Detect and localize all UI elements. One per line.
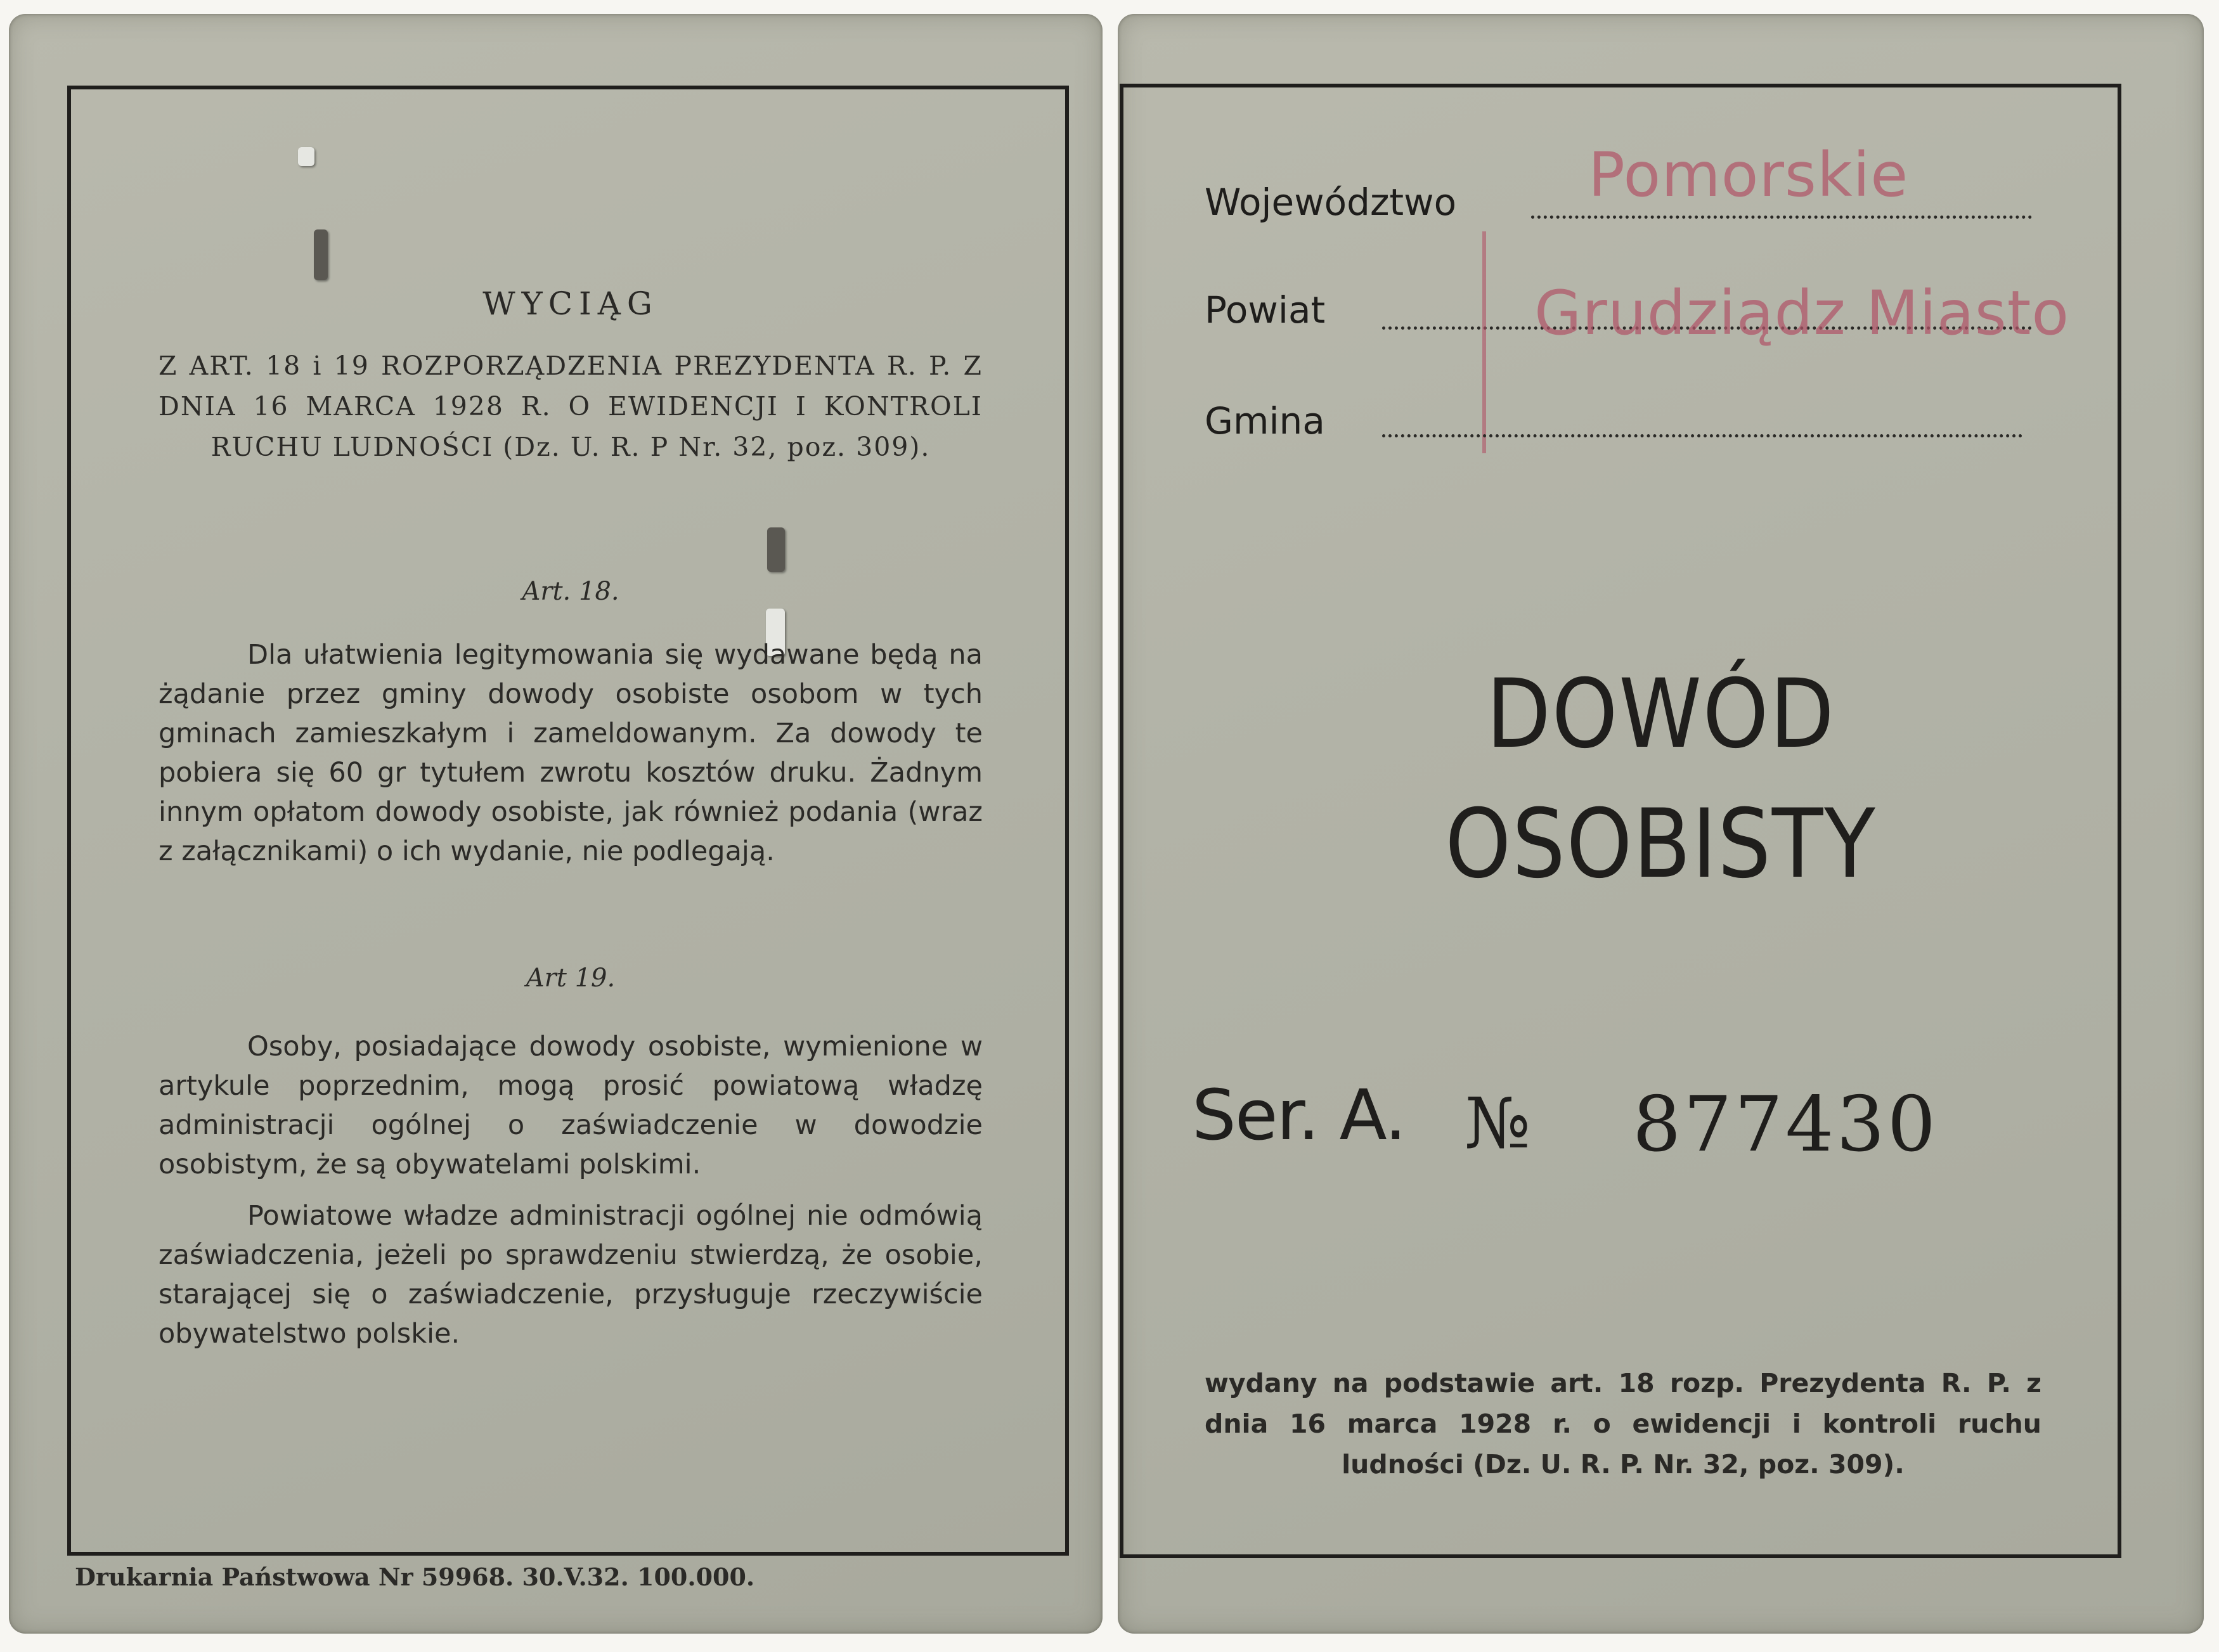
- field-label-voivodeship: Województwo: [1205, 181, 1457, 224]
- issued-basis-text: wydany na podstawie art. 18 rozp. Prezydenta R. P. z dnia 16 marca 1928 r. o ewidencji i kontroli ruchu ludności (Dz. U. R. P. Nr. 32, poz. 309).: [1205, 1368, 2041, 1480]
- number-sign: №: [1465, 1083, 1531, 1164]
- extract-subtitle: Z ART. 18 i 19 ROZPORZĄDZENIA PREZYDENTA R. P. Z DNIA 16 MARCA 1928 R. O EWIDENCJI I KONTROLI RUCHU LUDNOŚCI (Dz. U. R. P Nr. 32, poz. 309).: [158, 351, 983, 462]
- extract-title: WYCIĄG: [482, 285, 659, 322]
- staple-hole: [314, 229, 328, 280]
- document-number: 877430: [1633, 1081, 1939, 1169]
- field-line-municipality: [1382, 434, 2022, 437]
- document-title-line-1: DOWÓD: [1486, 659, 1835, 770]
- stamp-voivodeship: Pomorskie: [1588, 139, 1909, 210]
- article-18-text: Dla ułatwienia legitymowania się wydawane będą na żądanie przez gminy dowody osobiste osobom w tych gminach zamieszkałym i zameldowanym. Za dowody te pobiera się 60 gr tytułem zwrotu kosztów druku. Żadnym innym opłatom dowody osobiste, jak również podania (wraz z załącznikami) o ich wydanie, nie podlegają.: [158, 639, 983, 867]
- article-19-paragraph-1: Osoby, posiadające dowody osobiste, wymienione w artykule poprzednim, mogą prosić powiatową władzę administracji ogólnej o zaświadczenie w dowodzie osobistym, że są obywatelami polskimi.: [158, 1031, 983, 1180]
- article-19-heading: Art 19.: [526, 964, 616, 993]
- article-18-heading: Art. 18.: [522, 577, 619, 606]
- field-label-county: Powiat: [1205, 288, 1326, 332]
- series-label: Ser. A.: [1192, 1074, 1406, 1156]
- stamp-county: Grudziądz Miasto: [1534, 278, 2070, 349]
- document-title-line-2: OSOBISTY: [1445, 789, 1877, 900]
- article-19-paragraph-2: Powiatowe władze administracji ogólnej nie odmówią zaświadczenia, jeżeli po sprawdzeniu stwierdzą, że osobie, starającej się o zaświadczenie, przysługuje rzeczywiście obywatelstwo polskie.: [158, 1200, 983, 1350]
- fold-gap: [1103, 6, 1117, 1642]
- staple-hole: [298, 147, 314, 166]
- field-line-voivodeship: [1531, 216, 2032, 219]
- field-label-municipality: Gmina: [1205, 399, 1325, 442]
- printer-imprint: Drukarnia Państwowa Nr 59968. 30.V.32. 100.000.: [75, 1563, 755, 1591]
- staple-hole: [767, 527, 785, 572]
- stamp-bracket: [1482, 231, 1486, 453]
